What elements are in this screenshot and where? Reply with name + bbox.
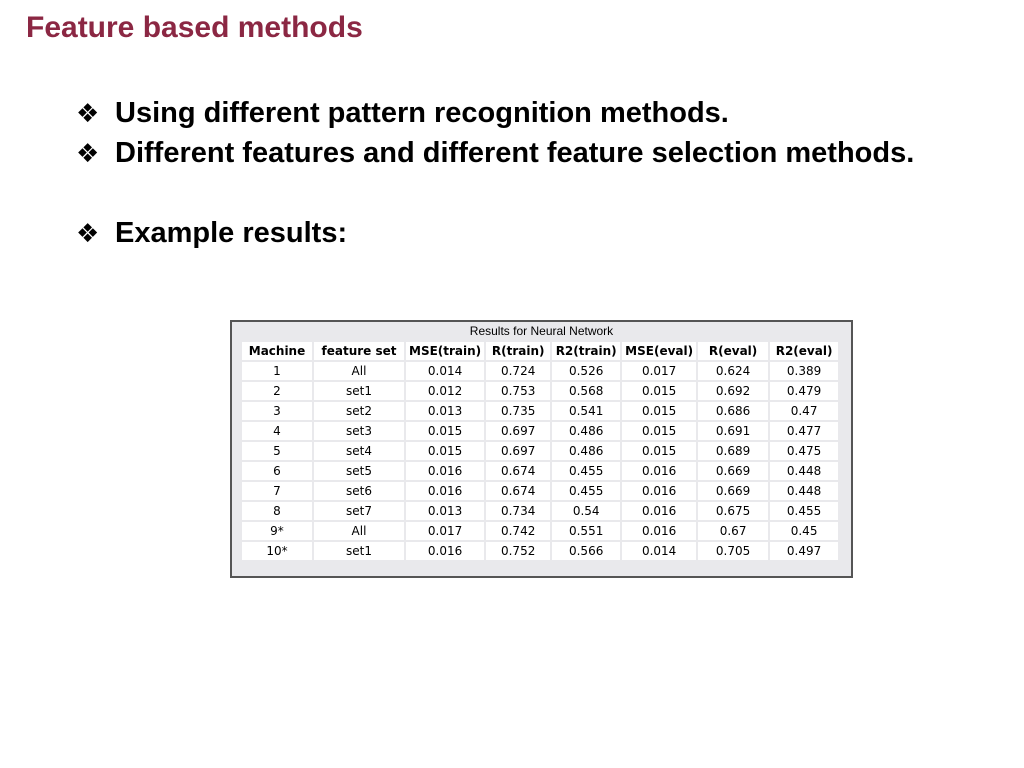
table-cell: 0.479 (770, 382, 838, 400)
table-cell: 0.016 (406, 542, 484, 560)
table-cell: 0.448 (770, 482, 838, 500)
table-cell: 0.015 (622, 422, 696, 440)
table-cell: 0.669 (698, 482, 768, 500)
table-header-row (242, 342, 838, 360)
table-cell: 0.455 (552, 462, 620, 480)
table-cell: 0.016 (406, 482, 484, 500)
slide-title: Feature based methods (26, 11, 363, 44)
table-cell: 0.016 (622, 502, 696, 520)
table-cell: 0.691 (698, 422, 768, 440)
table-cell: 0.016 (622, 462, 696, 480)
table-cell: 0.477 (770, 422, 838, 440)
table-cell: 0.017 (406, 522, 484, 540)
table-cell: 8 (242, 502, 312, 520)
table-row (242, 522, 838, 540)
column-header: R(train) (486, 342, 550, 360)
table-row (242, 542, 838, 560)
table-cell: 0.551 (552, 522, 620, 540)
table-cell: set3 (314, 422, 404, 440)
table-cell: 0.45 (770, 522, 838, 540)
table-cell: 0.566 (552, 542, 620, 560)
column-header: MSE(train) (406, 342, 484, 360)
column-header: feature set (314, 342, 404, 360)
column-header: Machine (242, 342, 312, 360)
results-table (240, 340, 840, 562)
bullet-item (76, 213, 926, 253)
table-cell: 0.012 (406, 382, 484, 400)
diamond-bullet-icon: ❖ (76, 98, 100, 128)
table-cell: 0.015 (406, 422, 484, 440)
bullet-item (76, 133, 926, 173)
table-cell: set5 (314, 462, 404, 480)
table-cell: 0.014 (622, 542, 696, 560)
table-cell: 0.568 (552, 382, 620, 400)
table-cell: 0.014 (406, 362, 484, 380)
diamond-bullet-icon: ❖ (76, 218, 100, 248)
table-cell: 0.013 (406, 502, 484, 520)
table-cell: 0.697 (486, 422, 550, 440)
table-cell: 3 (242, 402, 312, 420)
table-cell: 4 (242, 422, 312, 440)
table-cell: 0.015 (622, 402, 696, 420)
bullet-text: Example results: (115, 217, 348, 249)
table-cell: set7 (314, 502, 404, 520)
table-cell: 7 (242, 482, 312, 500)
table-cell: 0.541 (552, 402, 620, 420)
table-cell: 0.015 (622, 382, 696, 400)
table-cell: 0.674 (486, 482, 550, 500)
table-row (242, 382, 838, 400)
table-cell: 0.692 (698, 382, 768, 400)
table-cell: 0.016 (622, 482, 696, 500)
table-cell: 0.47 (770, 402, 838, 420)
table-cell: 0.455 (770, 502, 838, 520)
table-caption: Results for Neural Network (469, 324, 614, 338)
table-cell: 0.705 (698, 542, 768, 560)
table-cell: 0.486 (552, 442, 620, 460)
table-cell: 5 (242, 442, 312, 460)
table-cell: 0.697 (486, 442, 550, 460)
column-header: R2(train) (552, 342, 620, 360)
table-cell: 0.624 (698, 362, 768, 380)
table-row (242, 402, 838, 420)
table-cell: 0.675 (698, 502, 768, 520)
table-cell: 0.752 (486, 542, 550, 560)
bullet-text: Using different pattern recognition methods. (115, 97, 729, 129)
table-cell: 0.497 (770, 542, 838, 560)
table-cell: 0.734 (486, 502, 550, 520)
table-row (242, 422, 838, 440)
table-cell: 0.455 (552, 482, 620, 500)
table-cell: 0.016 (406, 462, 484, 480)
table-row (242, 362, 838, 380)
column-header: R2(eval) (770, 342, 838, 360)
results-table-frame (230, 320, 853, 578)
table-cell: 10* (242, 542, 312, 560)
table-cell: 9* (242, 522, 312, 540)
table-cell: 0.016 (622, 522, 696, 540)
table-row (242, 462, 838, 480)
table-cell: 0.54 (552, 502, 620, 520)
table-cell: 0.67 (698, 522, 768, 540)
table-cell: All (314, 362, 404, 380)
bullet-text: Different features and different feature selection methods. (115, 137, 915, 169)
table-cell: 2 (242, 382, 312, 400)
table-cell: 0.526 (552, 362, 620, 380)
table-row (242, 502, 838, 520)
table-cell: 0.017 (622, 362, 696, 380)
table-cell: 0.448 (770, 462, 838, 480)
table-cell: 0.742 (486, 522, 550, 540)
table-cell: set6 (314, 482, 404, 500)
table-cell: 1 (242, 362, 312, 380)
bullet-list (76, 93, 926, 253)
table-cell: set1 (314, 542, 404, 560)
column-header: R(eval) (698, 342, 768, 360)
table-cell: set1 (314, 382, 404, 400)
column-header: MSE(eval) (622, 342, 696, 360)
table-cell: 0.013 (406, 402, 484, 420)
table-cell: set4 (314, 442, 404, 460)
bullet-item (76, 93, 926, 133)
table-cell: 0.686 (698, 402, 768, 420)
table-cell: 0.015 (622, 442, 696, 460)
table-cell: All (314, 522, 404, 540)
table-cell: 0.724 (486, 362, 550, 380)
table-cell: 0.475 (770, 442, 838, 460)
table-cell: 0.689 (698, 442, 768, 460)
table-row (242, 442, 838, 460)
table-cell: 0.674 (486, 462, 550, 480)
table-cell: 0.753 (486, 382, 550, 400)
table-cell: 0.015 (406, 442, 484, 460)
table-row (242, 482, 838, 500)
table-cell: 0.669 (698, 462, 768, 480)
table-cell: 0.486 (552, 422, 620, 440)
table-cell: 0.389 (770, 362, 838, 380)
table-cell: 6 (242, 462, 312, 480)
table-cell: set2 (314, 402, 404, 420)
table-cell: 0.735 (486, 402, 550, 420)
diamond-bullet-icon: ❖ (76, 138, 100, 168)
